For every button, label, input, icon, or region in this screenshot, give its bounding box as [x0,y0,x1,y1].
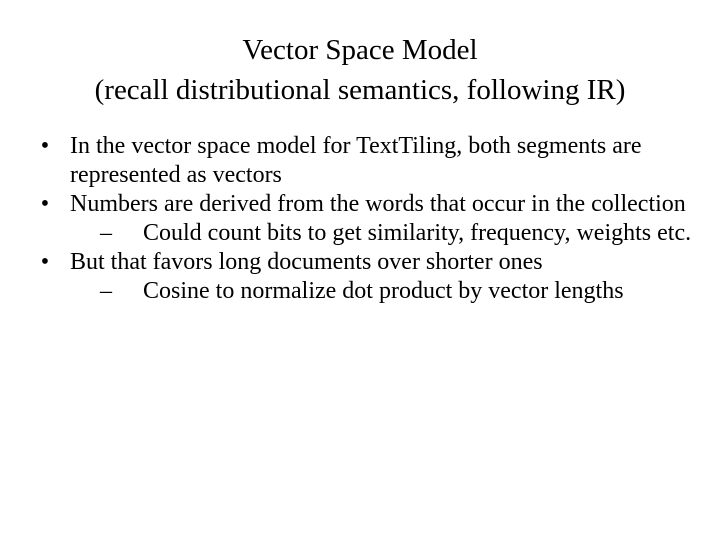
bullet-text: But that favors long documents over shorter ones [70,249,543,275]
sub-bullet-text: Could count bits to get similarity, frequency, weights etc. [143,220,692,246]
bullet-icon: • [40,249,50,275]
title-line-2: (recall distributional semantics, following IR) [94,74,626,106]
bullet-item [30,190,700,219]
bullet-text: In the vector space model for TextTiling, both segments are represented as vectors [70,133,642,188]
sub-bullet-text: Cosine to normalize dot product by vector lengths [143,278,624,304]
sub-bullet-item [70,219,700,248]
dash-icon: – [100,220,112,246]
sub-bullet-item [70,277,700,306]
slide-title [0,30,720,110]
bullet-item [30,132,700,190]
bullet-icon: • [40,191,50,217]
slide-body [30,132,700,306]
dash-icon: – [100,278,112,304]
bullet-item [30,248,700,277]
title-line-1: Vector Space Model [242,34,478,66]
bullet-text: Numbers are derived from the words that occur in the collection [70,191,686,217]
bullet-icon: • [40,133,50,159]
